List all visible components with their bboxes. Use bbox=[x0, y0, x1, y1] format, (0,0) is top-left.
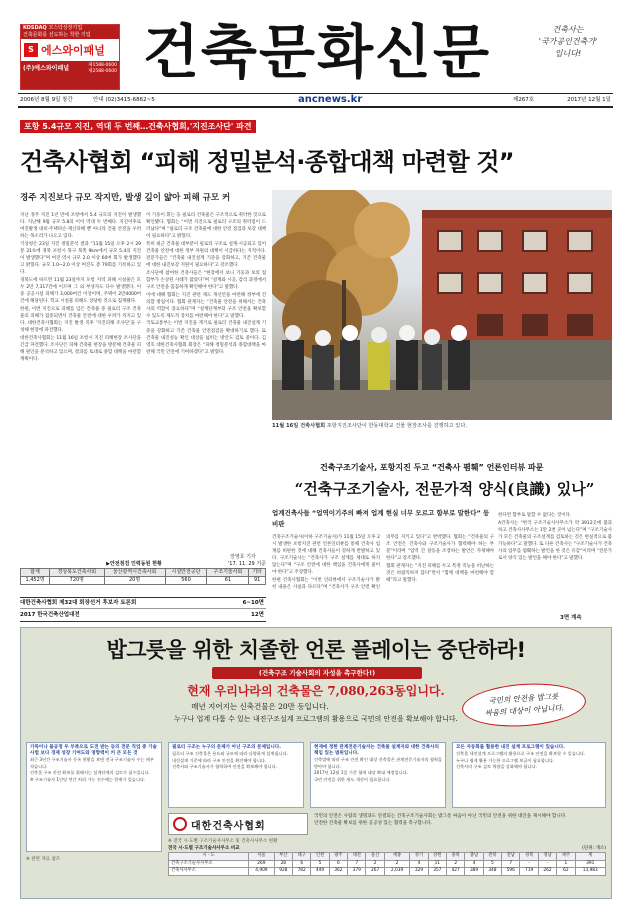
related-article-page: 6~10면 bbox=[242, 600, 264, 606]
table-cell: 20명 bbox=[104, 577, 165, 585]
hand-note bbox=[520, 16, 616, 88]
association-name: 대한건축사협회 bbox=[191, 820, 266, 832]
table-header: 전남 bbox=[502, 853, 520, 861]
lead-paragraph: 경북도에 따르면 11월 23일까지 포항 지역 피해 시설물은 모두 2만 7,317건에 이르며 그 외 부상자도 다수 발생했다. 이 중 공공시설 피해가 3,000여건 이상이며, 주택이 2만4000여건에 해당된다. 학교 시설물 피해도 상당한 것으로 집계됐다. bbox=[20, 277, 141, 305]
table-header: 경상북도건축사회 bbox=[50, 569, 105, 577]
ad-info-box-title: 모든 자동화를 활용한 내진 설계 프로그램이 있습니다. bbox=[456, 745, 565, 750]
table-header: 경남 bbox=[538, 853, 556, 861]
association-message-line: 국민의 안전은 사람의 생명과도 연결되는 건축구조기술사회는 밥그릇 싸움이 아닌 국민의 안전을 위한 대안을 제시해야 합니다. bbox=[314, 814, 567, 819]
sponsor-note: 코스닥상장기업 bbox=[48, 25, 83, 31]
newspaper-title[interactable]: 건축문화신문 bbox=[142, 18, 492, 86]
related-article-title: 2017 한국건축산업대전 bbox=[20, 612, 80, 618]
ad-footnote: ※ 관련 자료 참조 bbox=[26, 857, 61, 862]
lead-byline: 장영호 기자 bbox=[230, 554, 256, 560]
ad-info-box-line: 누구나 쉽게 활용 가능한 프로그램 보급이 필요합니다. bbox=[456, 757, 555, 763]
table-header: 광주 bbox=[329, 853, 347, 861]
issue-number: 제267호 bbox=[513, 97, 535, 103]
lead-kicker[interactable]: 포항 5.4규모 지진, 역대 두 번째…건축사협회,'지진조사단' 파견 bbox=[20, 120, 256, 133]
association-footer: ※ 전국 시·도별 구조기술사사무소 및 건축사사무소 현황 bbox=[168, 839, 278, 844]
table-header: 울산 bbox=[366, 853, 384, 861]
table-cell: 91 bbox=[249, 577, 266, 585]
table-row bbox=[169, 853, 606, 861]
ad-info-box-line: 건축법에 따라 구조 안전 확인 대상 건축물은 관계전문기술자의 협력을 받아야 합니다. bbox=[314, 757, 442, 769]
stats-table-caption: 전국 시·도별 구조기술사사무소 비교 bbox=[168, 846, 240, 851]
stats-table bbox=[168, 852, 606, 876]
table-row bbox=[21, 577, 266, 585]
association-logo[interactable] bbox=[168, 813, 308, 835]
table-cell: 4,909 bbox=[249, 868, 274, 876]
interview-continued[interactable]: 3면 계속 bbox=[560, 615, 582, 621]
table-row bbox=[169, 860, 606, 868]
table-cell: 427 bbox=[447, 868, 465, 876]
table-header: 인천 bbox=[311, 853, 329, 861]
sponsor-name: 에스와이패널 bbox=[41, 44, 105, 57]
ad-info-box-line: 건축사의 구조 검토 역량을 강화해야 합니다. bbox=[456, 764, 537, 770]
photo-caption-lead: 11월 16일 건축사협회 bbox=[272, 423, 326, 429]
masthead-rule-bottom bbox=[18, 106, 613, 108]
association-message-line: 안전한 건축물 확보를 위한 공공성 있는 협력을 촉구합니다. bbox=[314, 821, 433, 826]
table-header: 충남 bbox=[465, 853, 483, 861]
lead-paragraph: 이 기둥이 휘는 등 필로티 건축물은 구조적으로 취약한 것으로 확인됐다. 협회는 “이번 지진으로 필로티 구조의 취약점이 드러났다”며 “필로티 구조 건축물에 대한 안전 점검과 보강 대책이 필요하다”고 밝혔다. bbox=[146, 213, 266, 240]
lead-headline[interactable]: 건축사협회 “피해 정밀분석·종합대책 마련할 것” bbox=[20, 148, 514, 176]
ad-info-box-line: 건축물 구조 안전 확보를 위해서는 설계단계의 검토가 필수입니다. bbox=[30, 770, 150, 776]
table-cell: 928 bbox=[274, 868, 292, 876]
personnel-table-title: ▶안전점검 인력동원 현황 bbox=[106, 561, 162, 567]
table-cell: 560 bbox=[165, 577, 207, 585]
table-header: 강원 bbox=[428, 853, 446, 861]
ad-hand-note-line1: 국민의 안전을 밥그릇 bbox=[488, 691, 559, 706]
table-row bbox=[169, 868, 606, 876]
interview-col3 bbox=[498, 512, 612, 610]
association-emblem-icon bbox=[173, 817, 187, 831]
website-link[interactable]: ancnews.kr bbox=[298, 94, 363, 105]
table-row bbox=[21, 569, 266, 577]
issue-date-line: 2006년 8월 9일 창간 bbox=[20, 97, 73, 103]
table-header: 경기 bbox=[410, 853, 428, 861]
table-cell: 720명 bbox=[50, 577, 105, 585]
table-cell: 28 bbox=[274, 860, 292, 868]
sponsor-topbar bbox=[21, 25, 119, 39]
stats-table-block bbox=[168, 845, 606, 876]
ad-hand-note-line2: 싸움의 대상이 아닙니다. bbox=[484, 703, 565, 718]
table-header: 합계 bbox=[21, 569, 50, 577]
photo-caption bbox=[272, 422, 612, 430]
related-article-title: 대한건축사협회 제32대 회장선거 후보자 토론회 bbox=[20, 600, 137, 606]
hand-note-line3: 입니다! bbox=[554, 49, 582, 58]
ad-info-box-line: 필로티 구조 건축물은 용도와 규모에 따라 다양하게 설계됩니다. bbox=[172, 751, 288, 757]
ad-info-box-title: 가뜩이나 불공정 두 부족으로 도전 받는 등의 전문 직업 중 기술사법 보다 경제 성장 기여도와 영향력이 커 큰 모든 것 bbox=[30, 745, 157, 757]
interview-paragraph: 건축구조기술사(이하 구조기술사)가 11월 15일 오후 2시 발생한 포항지진 관련 언론인터뷰를 통해 건축사 업계를 비판한 것에 대해 건축사들이 강하게 반발하고 있다. 구조기술사는 “건축사가 구조 설계를 제대로 하지 않는다”며 “구조 안전에 대한 책임을 건축사에게 물어야 한다”고 주장했다. bbox=[272, 535, 380, 576]
table-header: 제주 bbox=[557, 853, 575, 861]
sponsor-phone2: 제2588-0600 bbox=[88, 69, 117, 74]
interview-kicker: 건축구조기술사, 포항지진 두고 “건축사 폄훼” 언론인터뷰 파문 bbox=[320, 463, 544, 472]
table-header: 서울 bbox=[249, 853, 274, 861]
ad-info-box-line: 최근 3년간 구조기술사 등록 현황을 보면 전국 구조기술사 수는 매우 적습니다. bbox=[30, 757, 154, 769]
table-cell: 4 bbox=[410, 860, 428, 868]
table-cell: 362 bbox=[329, 868, 347, 876]
table-cell: 2 bbox=[384, 860, 409, 868]
personnel-table bbox=[20, 568, 266, 585]
ad-line3: 누구나 업계 다툼 수 있는 내진구조설계 프로그램의 활용으로 국민의 안전을 확보해야 합니다. bbox=[174, 715, 458, 723]
sponsor-logo bbox=[21, 39, 119, 61]
ad-line1-post: 입니다. bbox=[405, 684, 445, 698]
table-header: 경북 bbox=[520, 853, 538, 861]
interview-body bbox=[272, 534, 494, 622]
table-cell: 269 bbox=[249, 860, 274, 868]
interview-paragraph: 협회 관계자는 “지진 피해를 두고 특정 직능을 비난하는 것은 바람직하지 않다”면서 “함께 대책을 마련해야 할 때”라고 말했다. bbox=[386, 563, 494, 584]
ad-headline[interactable]: 밥그릇을 위한 치졸한 언론 플레이는 중단하라! bbox=[106, 638, 526, 662]
table-cell: 719 bbox=[520, 868, 538, 876]
sponsor-brand: KOSDAQ bbox=[23, 25, 47, 31]
table-cell: 389 bbox=[465, 868, 483, 876]
hand-note-line2: '국가공인건축가' bbox=[538, 37, 598, 46]
table-cell: 391 bbox=[575, 860, 605, 868]
table-cell: 5 bbox=[311, 860, 329, 868]
table-header: 시설안전공단 bbox=[165, 569, 207, 577]
interview-headline[interactable]: “건축구조기술사, 전문가적 양식(良識) 있나” bbox=[294, 480, 595, 498]
table-cell: 449 bbox=[311, 868, 329, 876]
table-cell: 2 bbox=[447, 860, 465, 868]
ad-info-box-line: 건축사와 구조기술사가 협력하여 안전을 확보해야 합니다. bbox=[172, 764, 278, 770]
table-cell: - bbox=[538, 860, 556, 868]
related-article[interactable] bbox=[20, 597, 266, 609]
table-cell: 1,452명 bbox=[21, 577, 50, 585]
lead-paragraph: 국토교통부는 이번 지진을 계기로 필로티 건축물 내진설계 기준을 강화하고 기존 건축물 안전점검을 확대하기로 했다. 또 건축물 내진성능 확인 대상을 넓히는 방안도 검토 중이다. 김영호 대한건축사협회 회장은 “피해 정밀분석과 종합대책을 마련해 국민 안전에 기여하겠다”고 밝혔다. bbox=[146, 321, 266, 355]
table-cell: 61 bbox=[207, 577, 249, 585]
lead-body-left bbox=[20, 212, 141, 552]
ad-info-box-line: 국민 안전을 위한 제도 개선이 필요합니다. bbox=[314, 776, 391, 782]
sponsor-ad[interactable] bbox=[20, 24, 120, 90]
table-header: 울산광역시건축사회 bbox=[104, 569, 165, 577]
contact-info: 안내 (02)3415-6862~5 bbox=[93, 97, 155, 103]
table-header: 세종 bbox=[384, 853, 409, 861]
lead-subhead: 경주 지진보다 규모 작지만, 발생 깊이 얇아 피해 규모 커 bbox=[20, 193, 231, 203]
sponsor-logo-icon: S bbox=[24, 43, 38, 57]
ad-info-box-line: 내진설계 기준에 따라 구조 안전을 확인해야 합니다. bbox=[172, 757, 267, 763]
association-message bbox=[314, 813, 606, 827]
photo-caption-text: 포항지진조사단이 한동대학교 건물 현장조사를 진행하고 있다. bbox=[326, 423, 467, 429]
table-cell: 4 bbox=[465, 860, 483, 868]
related-article-page: 12면 bbox=[251, 612, 264, 618]
ad-line1-pre: 현재 우리나라의 건축물은 bbox=[187, 684, 328, 698]
ad-info-box bbox=[452, 742, 606, 808]
table-cell: 329 bbox=[410, 868, 428, 876]
sponsor-bottom bbox=[21, 61, 119, 89]
personnel-table-date: '17. 11. 29 기준 bbox=[227, 561, 266, 567]
sponsor-slogan: 건축문화를 선도하는 착한 기업 bbox=[23, 32, 91, 38]
ad-info-box bbox=[310, 742, 446, 808]
sponsor-phone: 제1588-0600 bbox=[88, 63, 117, 68]
stats-table-unit: (단위: 개소) bbox=[582, 846, 606, 851]
table-cell: 262 bbox=[538, 868, 556, 876]
ad-building-count: 7,080,263동 bbox=[327, 684, 406, 698]
table-cell: 2 bbox=[366, 860, 384, 868]
ad-info-box bbox=[168, 742, 304, 808]
table-cell: 5 bbox=[483, 860, 501, 868]
interview-col3-lead: 한다면 함부로 말할 수 없다는 것이다. bbox=[498, 513, 572, 518]
table-cell: 6 bbox=[293, 860, 311, 868]
issue-date: 2017년 12월 1일 bbox=[567, 97, 611, 103]
table-cell: 596 bbox=[502, 868, 520, 876]
lead-paragraph: 지난 경주 지진 1년 만에 포항에서 5.4 규모의 지진이 발생했다. 지난해 9월 규모 5.8의 이어 역대 두 번째다. 지진이후로 여진발생 대비·주택파손·재산피해 뿐 아니라 건물 안전을 우려하는 목소리가 나오고 있다. bbox=[20, 213, 141, 240]
table-cell: 357 bbox=[428, 868, 446, 876]
table-header: 시 · 도 bbox=[169, 853, 249, 861]
table-cell: 348 bbox=[483, 868, 501, 876]
interview-col3-body: A건축사는 “한국 구조기술사사무소가 약 3912곳에 불과하고 건축사사무소는 1만 2천 곳이 넘는다”며 “구조기술사가 모든 건축물의 구조설계를 검토하는 것은 현실적으로 불가능하다”고 말했다. 또 다른 건축사는 “구조기술사가 건축사의 업무를 폄훼하는 발언을 한 것은 유감”이라며 “전문가로서 양식 있는 발언을 해야 한다”고 말했다. bbox=[498, 520, 612, 562]
interview-paragraph: 한편 건축사협회는 “이번 인터뷰에서 구조기술사가 밝힌 내용은 사실과 다르다”며 “건축사가 구조 안전 확인 의무를 지키고 있다”고 반박했다. 협회는 “건축물의 구조 안전은 건축사와 구조기술사가 협력해야 하는 부분”이라며 “업역 간 갈등을 조장하는 발언은 자제해야 한다”고 강조했다. bbox=[272, 535, 494, 591]
hand-note-line1: 건축사는 bbox=[552, 25, 584, 34]
ad-info-box bbox=[26, 742, 162, 852]
table-header: 전북 bbox=[483, 853, 501, 861]
table-cell: 267 bbox=[366, 868, 384, 876]
lead-paragraph: 조사단에 참여한 건축사들은 “현장에서 보니 기둥과 보의 접합부가 손상된 사례가 많았다”며 “설계와 시공, 감리 과정에서 구조 안전을 꼼꼼하게 확인해야 한다”고 말했다. bbox=[146, 270, 266, 290]
related-article[interactable] bbox=[20, 610, 266, 622]
table-header: 기타 bbox=[249, 569, 266, 577]
personnel-table-block bbox=[20, 560, 266, 585]
lead-paragraph: 대한건축사협회는 11월 16일 포항시 지진 피해현장 조사단을 긴급 파견했다. 조사단은 피해 건축물 현장을 방문해 건축물 피해 원인을 분석하고 있으며, 결과를 토대로 종합 대책을 마련할 계획이다. bbox=[20, 335, 141, 362]
table-row-label: 건축구조기술사사무소 bbox=[169, 860, 249, 868]
table-header: 계 bbox=[575, 853, 605, 861]
table-header: 구조기술사회 bbox=[207, 569, 249, 577]
table-header: 부산 bbox=[274, 853, 292, 861]
ad-info-box-line: ※ 구조기술사 1인당 연간 처리 가능 건수에는 한계가 있습니다. bbox=[30, 776, 146, 782]
ad-line2: 매년 지어지는 신축건물은 20만 동입니다. bbox=[191, 702, 329, 711]
table-cell: 6 bbox=[329, 860, 347, 868]
lead-photo-scene bbox=[272, 190, 612, 420]
sponsor-company: (주)에스와이패널 bbox=[23, 65, 70, 72]
table-cell: 13,983 bbox=[575, 868, 605, 876]
ad-info-box-line: 건축물 내진설계 프로그램의 활용으로 구조 안전을 확보할 수 있습니다. bbox=[456, 751, 586, 757]
table-cell: 1 bbox=[557, 860, 575, 868]
table-header: 대전 bbox=[348, 853, 366, 861]
lead-paragraph: 이에 대해 협회는 지진 관련 제도 개선안을 마련해 정부에 건의할 방침이다. 협회 관계자는 “건축물 안전을 위해서는 건축사의 역할이 중요하다”며 “설계단계부터 구조 안전을 확보할 수 있도록 제도적 장치를 마련해야 한다”고 말했다. bbox=[146, 292, 266, 319]
ad-info-box-title: 필로티 구조는 누구의 문제가 아닌 구조의 문제입니다. bbox=[172, 745, 281, 750]
ad-info-box-line: 2017년 12월 1일 기준 협력 대상 확대 예정입니다. bbox=[314, 770, 409, 776]
table-cell: 7 bbox=[502, 860, 520, 868]
table-header: 대구 bbox=[293, 853, 311, 861]
table-cell: 782 bbox=[293, 868, 311, 876]
ad-info-box-title: 현재에 정한 관계전문기술자는 건축물 설계자와 대한 건축사의 책임 있는 범위입니다. bbox=[314, 745, 439, 757]
lead-paragraph: 한편, 이번 지진으로 피해를 입은 건축물 중 필로티 구조 건축물의 피해가 집중되면서 건축물 안전에 대한 우려가 커지고 있다. 대한건축사협회는 지진 발생 직후 ‘지진피해 조사단’을 구성해 현장에 파견했다. bbox=[20, 306, 141, 333]
lead-paragraph: 기상청은 23일 지진 정밀분석 결과 “11월 15일 오후 2시 29분 31초에 경북 포항시 북구 북쪽 9km에서 규모 5.4의 지진이 발생했다”며 여진 역시 규모 2.0 이상 60여 회가 발생했다고 밝혔다. 규모 1.0~2.0 이상 여진도 총 79회를 기록하고 있다. bbox=[20, 241, 141, 276]
table-row-label: 건축사사무소 bbox=[169, 868, 249, 876]
table-cell: 379 bbox=[348, 868, 366, 876]
ad-subtitle: (건축구조 기술사회의 자성을 촉구한다!) bbox=[212, 667, 422, 679]
lead-photo[interactable] bbox=[272, 190, 612, 420]
table-cell: 2,039 bbox=[384, 868, 409, 876]
lead-paragraph: 특히 최근 건축물 대부분이 필로티 구조로 설계·시공되고 있어 건축물 안전에 대한 정부 차원의 대책이 시급하다는 지적이다. 전문가들은 “건축물 내진설계 기준을 강화하고, 기존 건축물에 대한 내진보강 지원이 필요하다”고 강조했다. bbox=[146, 241, 266, 269]
table-cell: - bbox=[520, 860, 538, 868]
issue-info-bar bbox=[18, 94, 613, 106]
table-cell: 62 bbox=[557, 868, 575, 876]
table-header: 충북 bbox=[447, 853, 465, 861]
lead-body-mid bbox=[146, 212, 266, 552]
interview-subhead: 업계건축사들 “업역이기주의 빠져 업계 현실 너무 모르고 함부로 말한다” 등 비판 bbox=[272, 509, 490, 528]
table-cell: 11 bbox=[428, 860, 446, 868]
table-cell: 7 bbox=[348, 860, 366, 868]
